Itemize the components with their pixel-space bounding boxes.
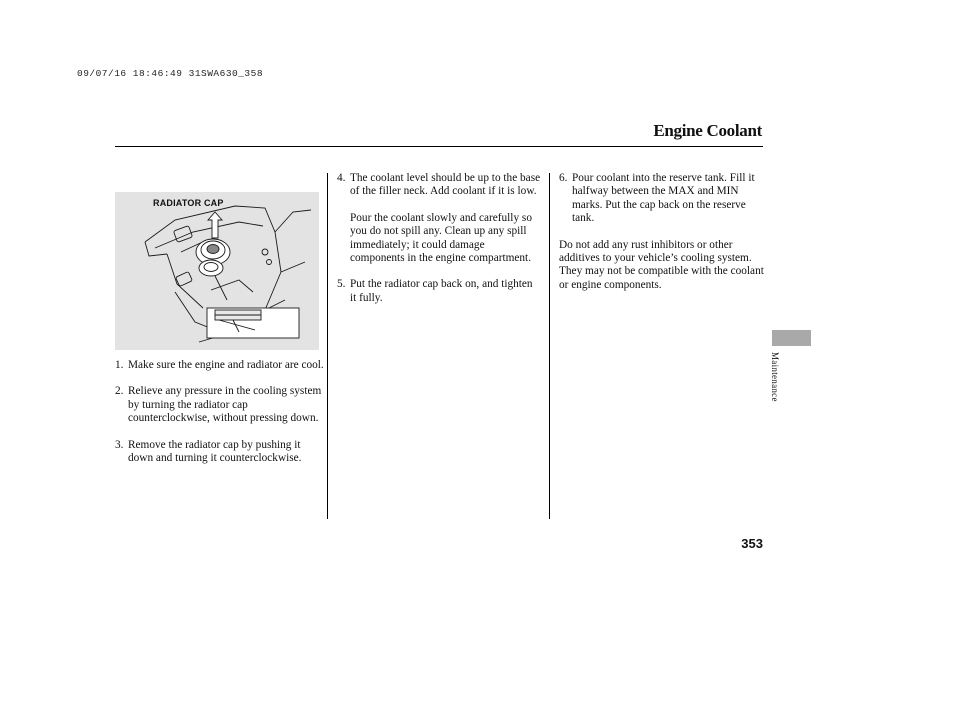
figure-label: RADIATOR CAP [153, 198, 224, 208]
section-tab [772, 330, 811, 346]
step-text: Remove the radiator cap by pushing it down and turning it counterclockwise. [128, 438, 302, 465]
step-4 [337, 172, 541, 199]
step-number: 6. [559, 172, 568, 184]
step-number: 2. [115, 385, 124, 398]
print-stamp: 09/07/16 18:46:49 31SWA630_358 [77, 68, 264, 79]
column-divider-1 [327, 173, 328, 519]
column-1 [115, 359, 325, 478]
column-2 [337, 172, 541, 318]
step-text: Pour coolant into the reserve tank. Fill it halfway between the MAX and MIN marks. Put the cap back on the reserve tank. [572, 172, 755, 225]
step-text: Make sure the engine and radiator are cool. [128, 359, 324, 371]
step-4-note: Pour the coolant slowly and carefully so you do not spill any. Clean up any spill immediately; it could damage components in the engine compartment. [350, 211, 532, 265]
column-3 [559, 172, 764, 305]
additive-warning: Do not add any rust inhibitors or other additives to your vehicle’s cooling system. They may not be compatible with the coolant or engine components. [559, 238, 764, 291]
step-text: Put the radiator cap back on, and tighten it fully. [350, 278, 533, 304]
step-2 [115, 385, 325, 425]
step-6 [559, 172, 764, 226]
step-number: 4. [337, 172, 346, 184]
step-3 [115, 439, 325, 466]
step-text: Relieve any pressure in the cooling system by turning the radiator cap counterclockwise, without pressing down. [128, 385, 322, 425]
radiator-cap-drawing [115, 192, 319, 350]
page-number: 353 [741, 536, 763, 551]
step-text: The coolant level should be up to the base of the filler neck. Add coolant if it is low. [350, 172, 541, 198]
radiator-cap-illustration [115, 192, 319, 350]
column-divider-2 [549, 173, 550, 519]
step-number: 1. [115, 359, 124, 371]
section-label: Maintenance [770, 352, 780, 402]
step-5 [337, 278, 541, 305]
page-title: Engine Coolant [653, 121, 762, 140]
step-number: 3. [115, 438, 124, 451]
step-number: 5. [337, 278, 346, 291]
step-1 [115, 359, 325, 372]
title-rule [115, 146, 763, 147]
